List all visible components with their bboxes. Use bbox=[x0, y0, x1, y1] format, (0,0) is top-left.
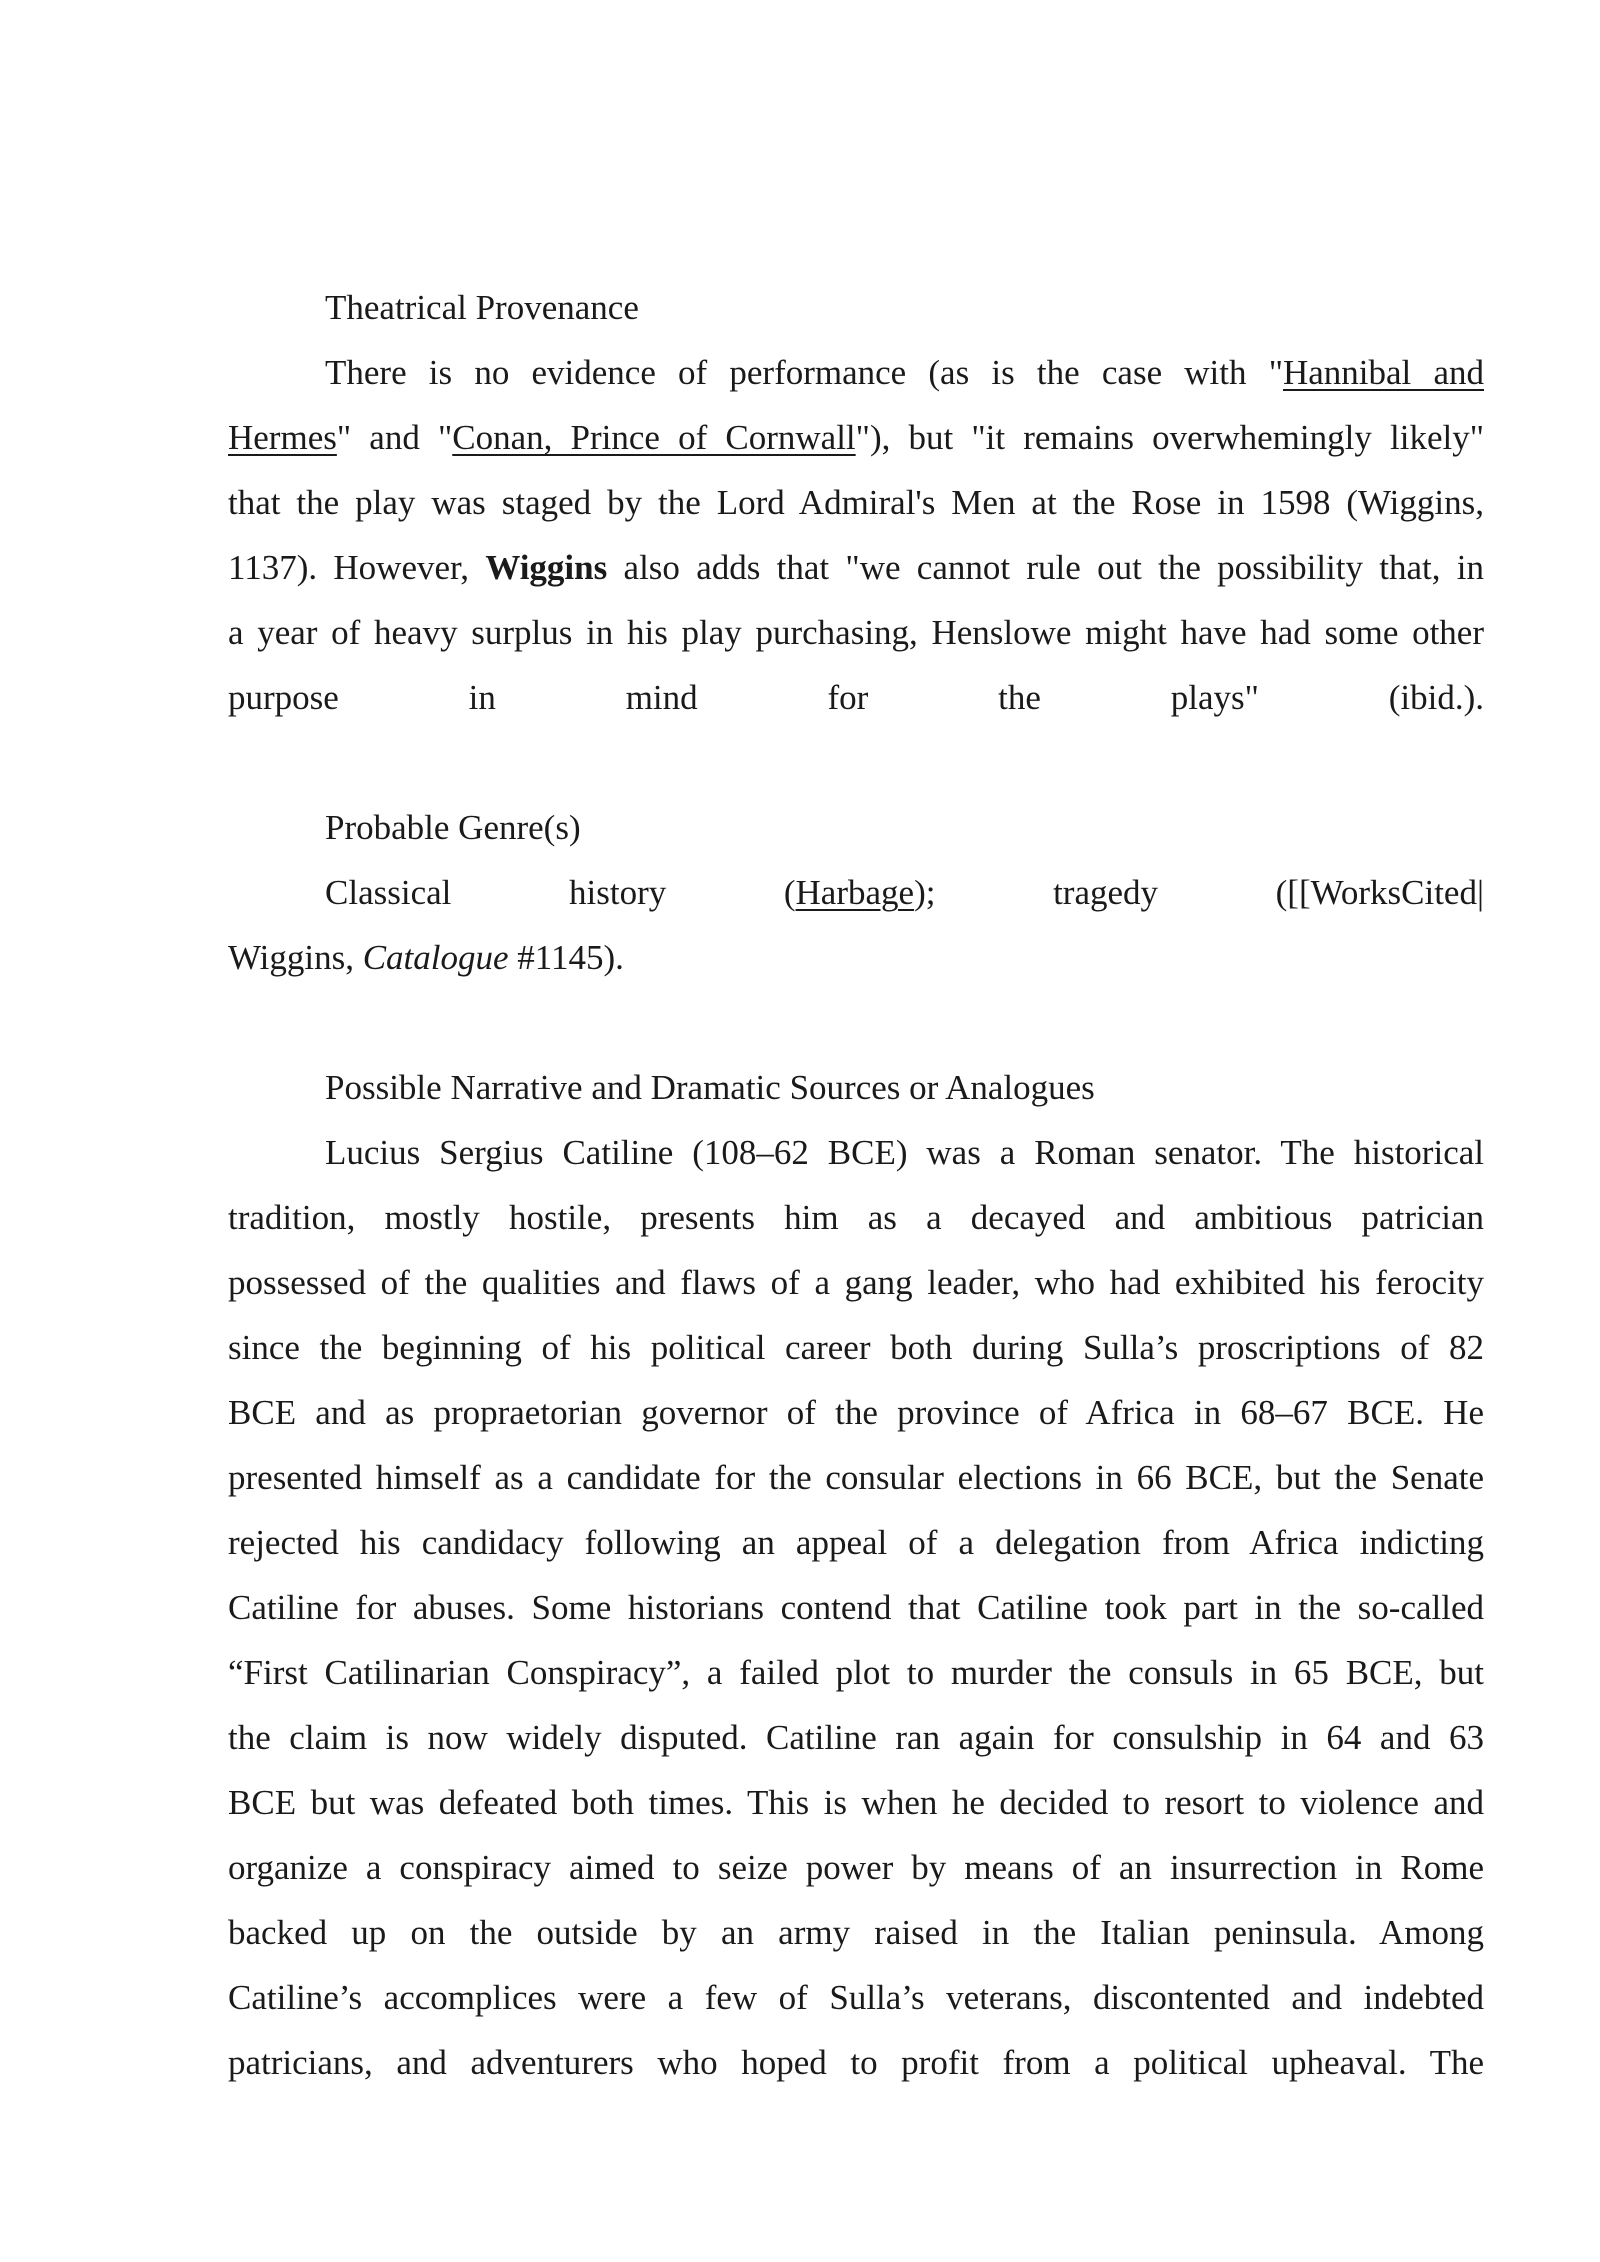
word: for bbox=[827, 678, 869, 717]
text-run: There is no evidence of performance (as is the case with " bbox=[325, 353, 1283, 392]
link-hannibal-and-hermes-cont[interactable]: Hermes bbox=[228, 418, 337, 457]
text-run: backed up on the outside by an army raised in the Italian peninsula. Among bbox=[228, 1913, 1484, 1952]
paragraph-line bbox=[228, 1120, 1484, 1185]
text-run: that the play was staged by the Lord Admiral's Men at the Rose in 1598 (Wiggins, bbox=[228, 483, 1484, 522]
text-run: “First Catilinarian Conspiracy”, a failed plot to murder the consuls in 65 BCE, but bbox=[228, 1653, 1484, 1692]
paragraph-gap bbox=[228, 990, 1484, 1055]
paragraph-line bbox=[228, 1770, 1484, 1835]
text-run: ( bbox=[783, 873, 796, 912]
word: the bbox=[998, 678, 1041, 717]
word: in bbox=[468, 678, 496, 717]
paragraph-line-last bbox=[228, 665, 1484, 730]
section-heading-provenance bbox=[228, 275, 1484, 340]
paragraph-line bbox=[228, 1315, 1484, 1380]
paragraph-line bbox=[228, 860, 1484, 925]
text-run: 1137). However, bbox=[228, 548, 470, 587]
text-run: ); bbox=[914, 873, 936, 912]
link-hannibal-and-hermes[interactable]: Hannibal and bbox=[1282, 353, 1484, 392]
text-run: " and " bbox=[336, 418, 453, 457]
paragraph-line bbox=[228, 340, 1484, 405]
paragraph-line bbox=[228, 1640, 1484, 1705]
paragraph-line bbox=[228, 405, 1484, 470]
word: ([[WorksCited| bbox=[1275, 873, 1484, 912]
text-run: BCE and as propraetorian governor of the province of Africa in 68–67 BCE. He bbox=[228, 1393, 1484, 1432]
text-run: a year of heavy surplus in his play purchasing, Henslowe might have had some other bbox=[228, 613, 1484, 652]
section-heading-sources bbox=[228, 1055, 1484, 1120]
text-run: the claim is now widely disputed. Catiline ran again for consulship in 64 and 63 bbox=[228, 1718, 1484, 1757]
text-run: Wiggins, bbox=[228, 938, 354, 977]
paragraph-line bbox=[228, 2030, 1484, 2095]
italic-title: Catalogue bbox=[362, 938, 509, 977]
section-heading-genre bbox=[228, 795, 1484, 860]
paragraph-line bbox=[228, 1510, 1484, 1575]
paragraph-line bbox=[228, 1250, 1484, 1315]
paragraph-line bbox=[228, 1965, 1484, 2030]
heading-text: Probable Genre(s) bbox=[325, 808, 581, 847]
paragraph-line bbox=[228, 470, 1484, 535]
word: plays" bbox=[1170, 678, 1259, 717]
text-run: BCE but was defeated both times. This is when he decided to resort to violence and bbox=[228, 1783, 1484, 1822]
word: history bbox=[569, 873, 667, 912]
heading-text: Possible Narrative and Dramatic Sources or Analogues bbox=[325, 1068, 1095, 1107]
paragraph-line bbox=[228, 600, 1484, 665]
paragraph-line bbox=[228, 925, 1484, 990]
word: Classical bbox=[325, 873, 452, 912]
word: tragedy bbox=[1053, 873, 1159, 912]
text-run: "), but "it remains overwhemingly likely" bbox=[855, 418, 1484, 457]
paragraph-line bbox=[228, 1705, 1484, 1770]
paragraph-line bbox=[228, 1575, 1484, 1640]
paragraph-line bbox=[228, 1445, 1484, 1510]
word: purpose bbox=[228, 678, 339, 717]
text-run: possessed of the qualities and flaws of a gang leader, who had exhibited his ferocity bbox=[228, 1263, 1484, 1302]
text-run: Lucius Sergius Catiline (108–62 BCE) was a Roman senator. The historical bbox=[325, 1133, 1484, 1172]
text-run: tradition, mostly hostile, presents him as a decayed and ambitious patrician bbox=[228, 1198, 1484, 1237]
document-page bbox=[228, 275, 1484, 2095]
text-run: since the beginning of his political career both during Sulla’s proscriptions of 82 bbox=[228, 1328, 1484, 1367]
text-run: presented himself as a candidate for the consular elections in 66 BCE, but the Senate bbox=[228, 1458, 1484, 1497]
text-run: patricians, and adventurers who hoped to profit from a political upheaval. The bbox=[228, 2043, 1484, 2082]
text-run: rejected his candidacy following an appeal of a delegation from Africa indicting bbox=[228, 1523, 1484, 1562]
heading-text: Theatrical Provenance bbox=[325, 288, 639, 327]
paragraph-line bbox=[228, 1380, 1484, 1445]
paragraph-line bbox=[228, 1835, 1484, 1900]
paragraph-gap bbox=[228, 730, 1484, 795]
bold-author-name: Wiggins bbox=[485, 548, 608, 587]
harbage-group bbox=[784, 860, 936, 925]
text-run: Catiline for abuses. Some historians contend that Catiline took part in the so-called bbox=[228, 1588, 1484, 1627]
word: mind bbox=[625, 678, 698, 717]
word: (ibid.). bbox=[1388, 678, 1484, 717]
link-conan-prince-of-cornwall[interactable]: Conan, Prince of Cornwall bbox=[452, 418, 856, 457]
text-run: also adds that "we cannot rule out the possibility that, in bbox=[623, 548, 1485, 587]
link-harbage[interactable]: Harbage bbox=[795, 873, 915, 912]
paragraph-line bbox=[228, 1185, 1484, 1250]
text-run: #1145). bbox=[517, 938, 624, 977]
paragraph-line bbox=[228, 1900, 1484, 1965]
text-run: organize a conspiracy aimed to seize power by means of an insurrection in Rome bbox=[228, 1848, 1484, 1887]
text-run: Catiline’s accomplices were a few of Sulla’s veterans, discontented and indebted bbox=[228, 1978, 1484, 2017]
paragraph-line bbox=[228, 535, 1484, 600]
